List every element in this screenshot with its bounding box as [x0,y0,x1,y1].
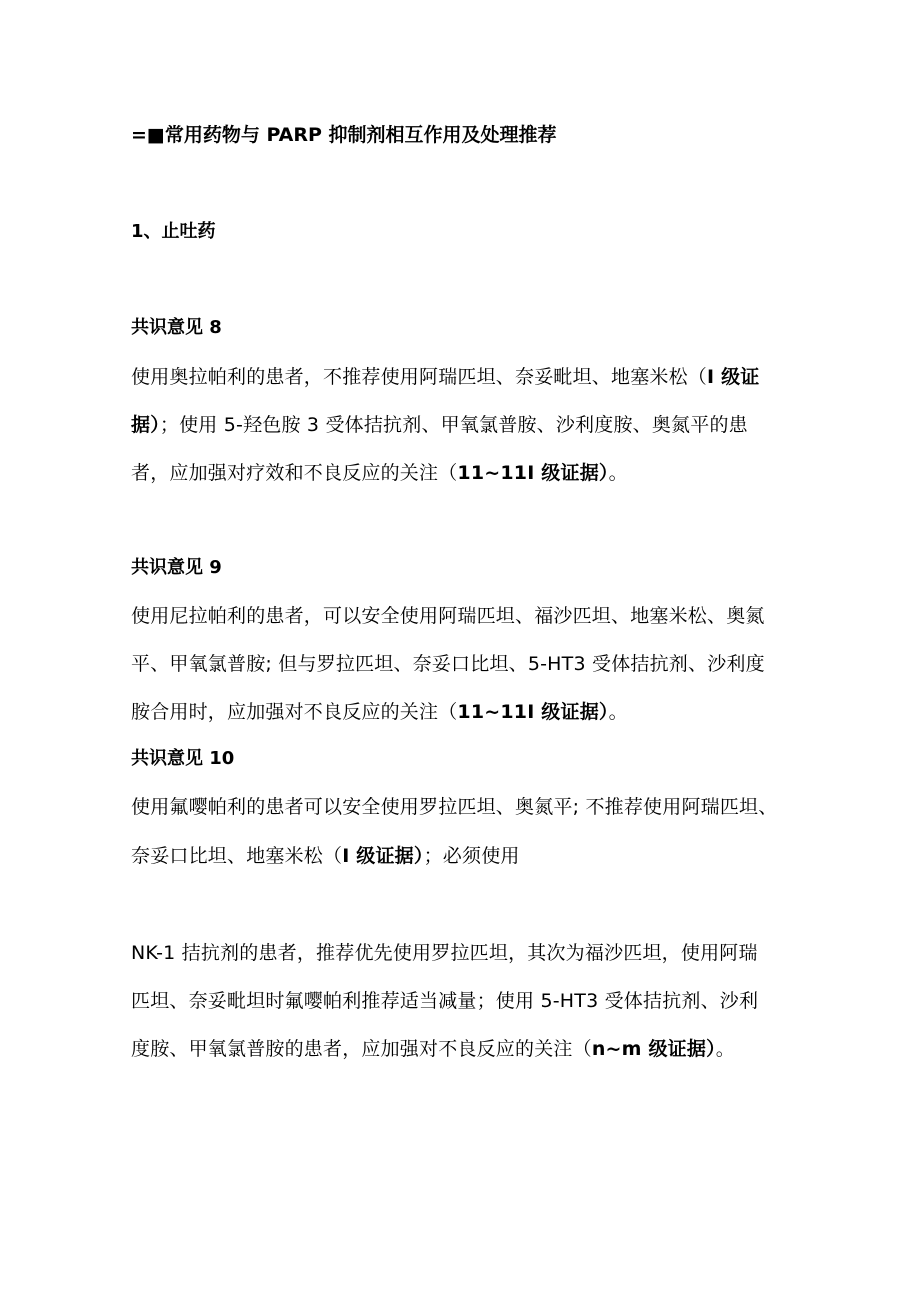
opinion-9-evidence-level: 11~11I 级证据） [457,701,609,723]
continuation-line-2: 匹坦、奈妥毗坦时氟嘤帕利推荐适当减量；使用 5-HT3 受体拮抗剂、沙利 [131,990,759,1012]
opinion-8-line-1 [131,368,760,387]
opinion-10-heading: 共识意见 10 [131,748,235,769]
opinion-10-evidence-level: I 级证据） [342,845,424,867]
opinion-8-line-1-text: 使用奥拉帕利的患者，不推荐使用阿瑞匹坦、奈妥毗坦、地塞米松（ [131,366,708,388]
opinion-9-line-1: 使用尼拉帕利的患者，可以安全使用阿瑞匹坦、福沙匹坦、地塞米松、奥氮 [131,605,765,627]
opinion-10-line-1: 使用氟嘤帕利的患者可以安全使用罗拉匹坦、奥氮平; 不推荐使用阿瑞匹坦、 [131,796,778,818]
opinion-8-line-2 [131,416,748,435]
opinion-8-line-2-text: ；使用 5-羟色胺 3 受体拮抗剂、甲氧氯普胺、沙利度胺、奥氮平的患 [159,414,748,436]
document-title: =■常用药物与 PARP 抑制剂相互作用及处理推荐 [131,124,557,146]
opinion-10-line-2-text: 奈妥口比坦、地塞米松（ [131,845,343,867]
opinion-8-line-3 [131,464,628,483]
opinion-10-line-2 [131,847,520,866]
opinion-8-period: 。 [608,462,628,484]
continuation-line-3 [131,1040,735,1059]
opinion-9-period: 。 [608,701,628,723]
continuation-line-3-text: 度胺、甲氧氯普胺的患者，应加强对不良反应的关注（ [131,1038,592,1060]
opinion-8-evidence-level-2: 11~11I 级证据） [457,462,609,484]
continuation-line-1: NK-1 拮抗剂的患者，推荐优先使用罗拉匹坦，其次为福沙匹坦，使用阿瑞 [131,942,758,964]
opinion-8-evidence-level: I 级证 [707,366,760,388]
continuation-period: 。 [715,1038,735,1060]
continuation-evidence-level: n~m 级证据） [591,1038,716,1060]
opinion-10-line-2-tail: ；必须使用 [423,845,520,867]
opinion-8-evidence-end: 据） [131,414,160,436]
opinion-9-line-3 [131,703,628,722]
opinion-8-line-3-text: 者，应加强对疗效和不良反应的关注（ [131,462,458,484]
opinion-8-heading: 共识意见 8 [131,317,222,338]
opinion-9-line-3-text: 胺合用时，应加强对不良反应的关注（ [131,701,458,723]
opinion-9-line-2: 平、甲氧氯普胺; 但与罗拉匹坦、奈妥口比坦、5-HT3 受体拮抗剂、沙利度 [131,653,765,675]
section-heading: 1、止吐药 [131,221,216,242]
opinion-9-heading: 共识意见 9 [131,557,222,578]
